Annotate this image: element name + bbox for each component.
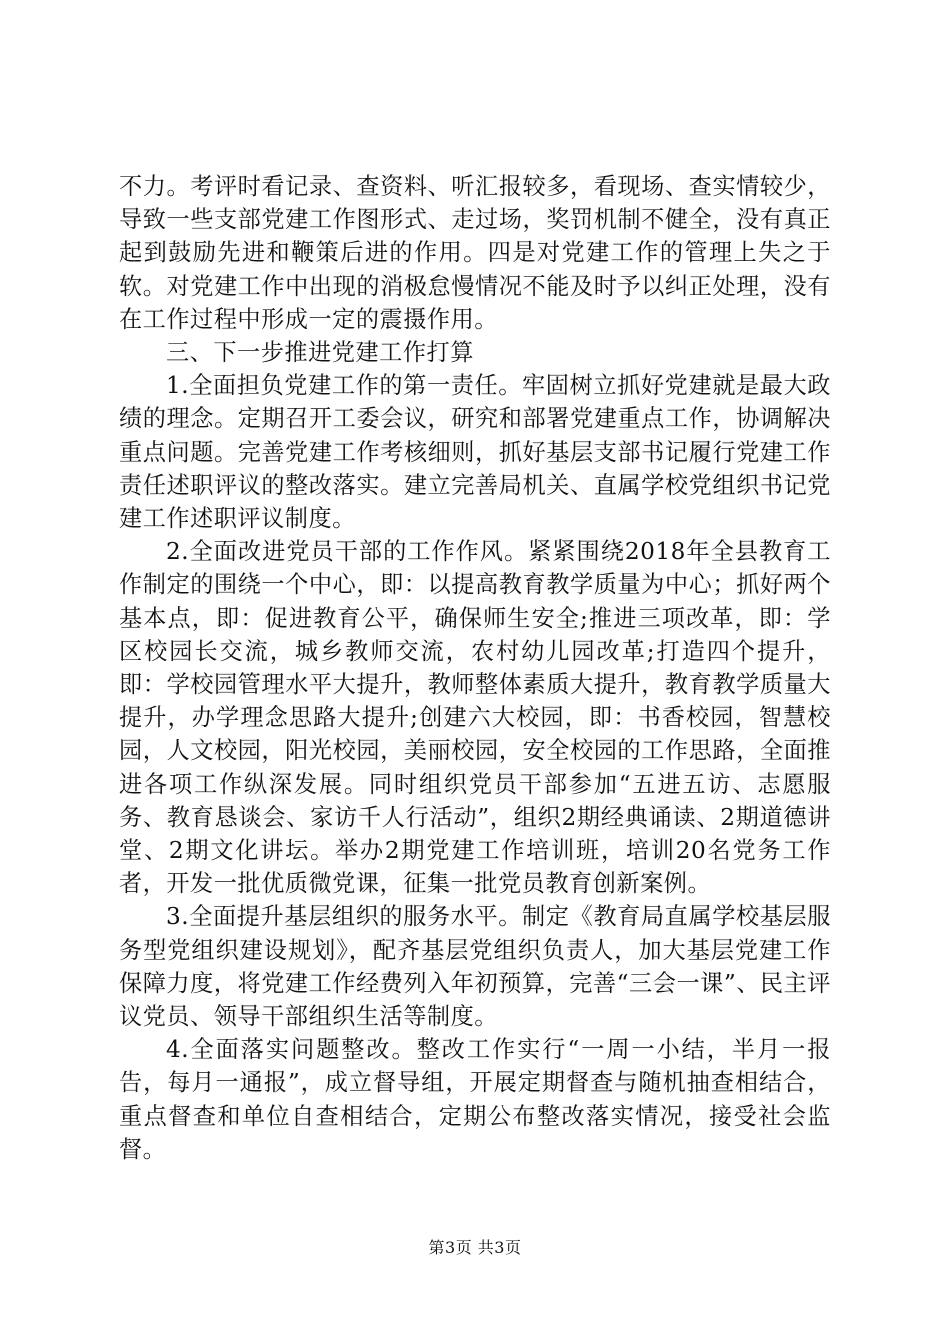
paragraph-item-1: 1.全面担负党建工作的第一责任。牢固树立抓好党建就是最大政绩的理念。定期召开工委会议，研究和部署党建重点工作，协调解决重点问题。完善党建工作考核细则，抓好基层支部书记履行党建工作责任述职评议的整改落实。建立完善局机关、直属学校党组织书记党建工作述职评议制度。	[119, 372, 831, 533]
paragraph-item-3: 3.全面提升基层组织的服务水平。制定《教育局直属学校基层服务型党组织建设规划》，配齐基层党组织负责人，加大基层党建工作保障力度，将党建工作经费列入年初预算，完善“三会一课”、民主评议党员、领导干部组织生活等制度。	[119, 903, 831, 1031]
paragraph-item-4: 4.全面落实问题整改。整改工作实行“一周一小结，半月一报告，每月一通报”，成立督导组，开展定期督查与随机抽查相结合，重点督查和单位自查相结合，定期公布整改落实情况，接受社会监督。	[119, 1036, 831, 1163]
paragraph-item-2: 2.全面改进党员干部的工作作风。紧紧围绕2018年全县教育工作制定的围绕一个中心，即：以提高教育教学质量为中心；抓好两个基本点，即：促进教育公平，确保师生安全;推进三项改革，即：学区校园长交流，城乡教师交流，农村幼儿园改革;打造四个提升，即：学校园管理水平大提升，教师整体素质大提升，教育教学质量大提升，办学理念思路大提升;创建六大校园，即：书香校园，智慧校园，人文校园，阳光校园，美丽校园，安全校园的工作思路，全面推进各项工作纵深发展。同时组织党员干部参加“五进五访、志愿服务、教育恳谈会、家访千人行活动”，组织2期经典诵读、2期道德讲堂、2期文化讲坛。举办2期党建工作培训班，培训20名党务工作者，开发一批优质微党课，征集一批党员教育创新案例。	[119, 538, 831, 898]
paragraph-continuation: 不力。考评时看记录、查资料、听汇报较多，看现场、查实情较少，导致一些支部党建工作图形式、走过场，奖罚机制不健全，没有真正起到鼓励先进和鞭策后进的作用。四是对党建工作的管理上失之于软。对党建工作中出现的消极怠慢情况不能及时予以纠正处理，没有在工作过程中形成一定的震摄作用。	[119, 173, 831, 333]
section-heading: 三、下一步推进党建工作打算	[166, 339, 474, 367]
page-number-footer: 第3页 共3页	[428, 1238, 522, 1257]
document-body	[119, 170, 831, 1166]
